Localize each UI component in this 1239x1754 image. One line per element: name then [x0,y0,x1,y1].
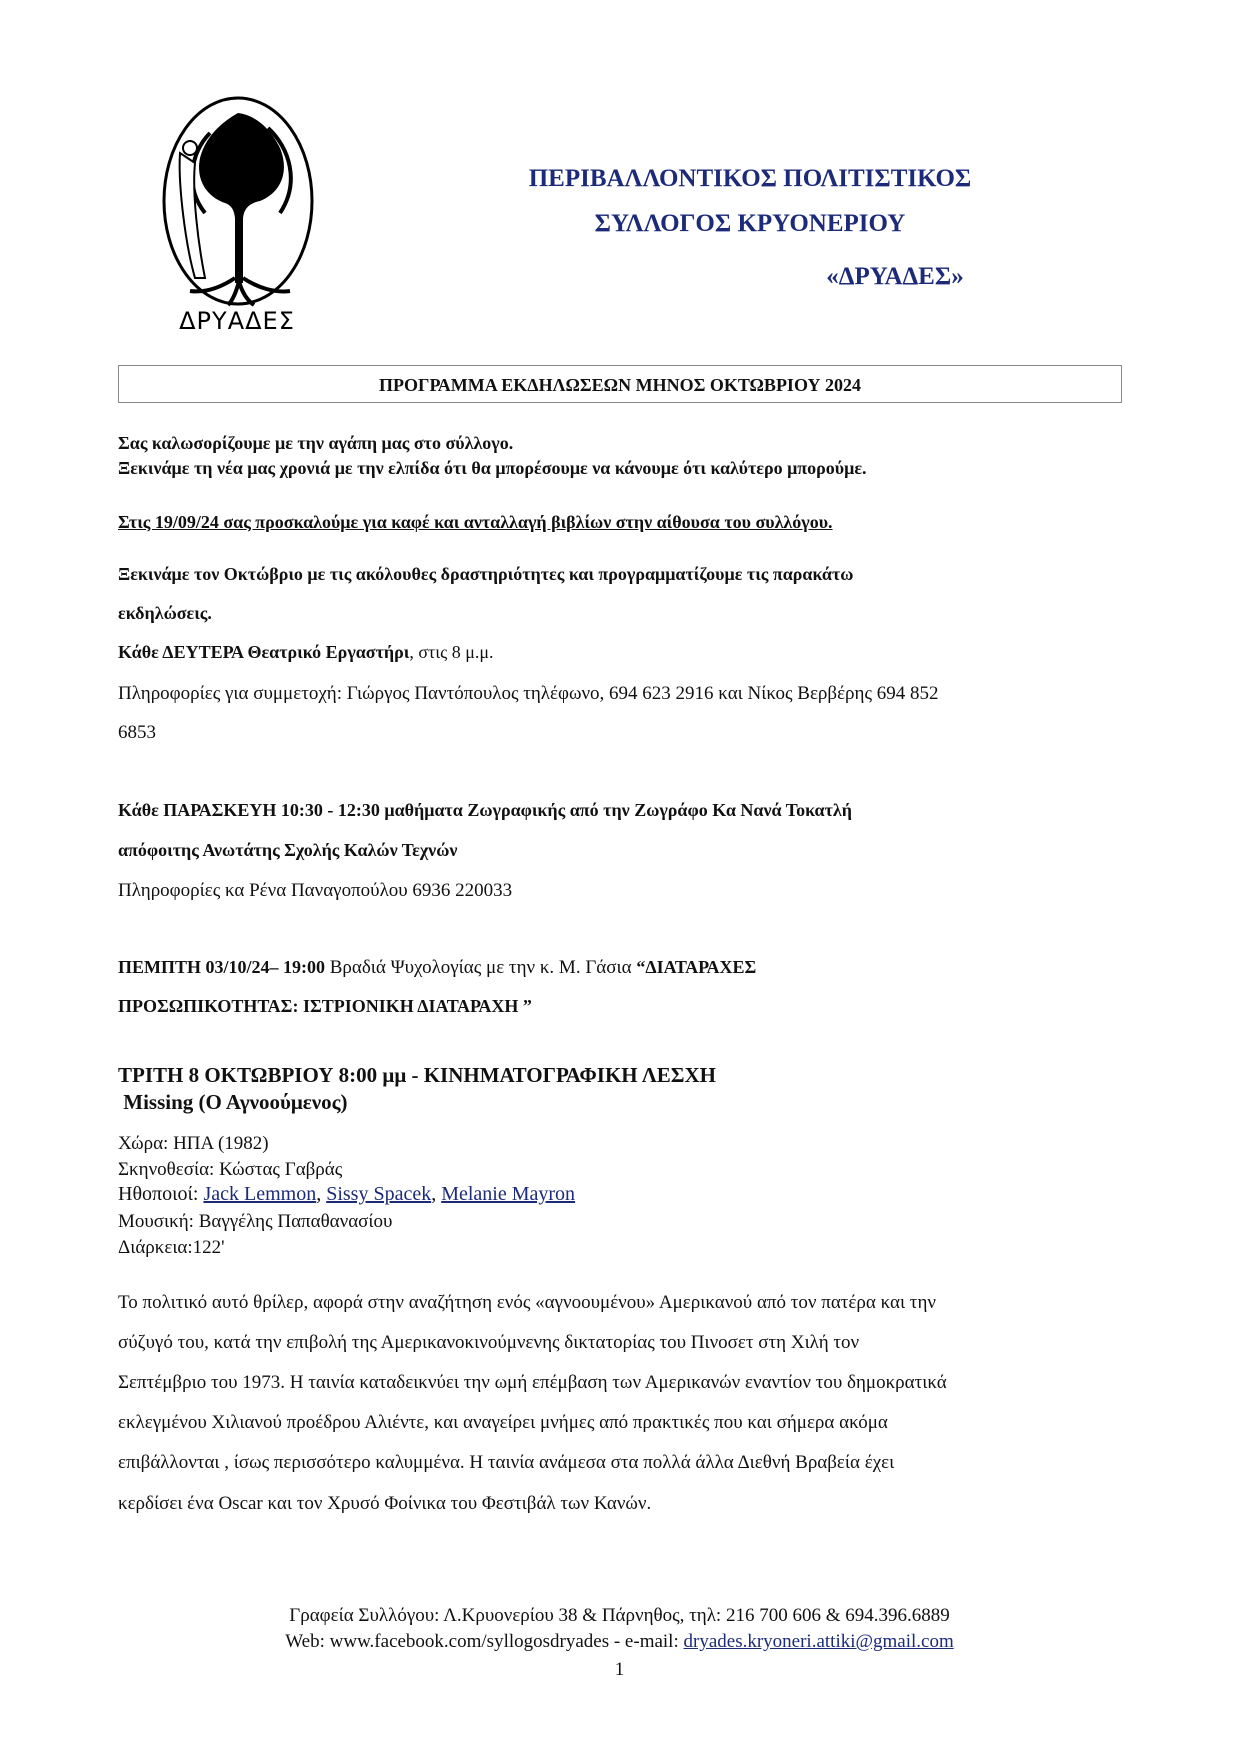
psychology-title-part1: “ΔΙΑΤΑΡΑΧΕΣ [636,957,757,977]
film-country: Χώρα: ΗΠΑ (1982) [118,1133,269,1154]
org-title-line3: «ΔΡΥΑΔΕΣ» [826,263,964,290]
actors-separator: , [431,1183,442,1205]
psychology-date: ΠΕΜΠΤΗ 03/10/24– 19:00 [118,957,325,977]
painting-line1: Κάθε ΠΑΡΑΣΚΕΥΗ 10:30 - 12:30 μαθήματα Ζωγραφικής από την Ζωγράφο Κα Νανά Τοκατλή [118,800,852,820]
footer-web [0,1631,1239,1653]
psychology-title-part2: ΠΡΟΣΩΠΙΚΟΤΗΤΑΣ: ΙΣΤΡΙΟΝΙΚΗ ΔΙΑΤΑΡΑΧΗ ” [118,996,532,1016]
actor-link-melanie-mayron[interactable]: Melanie Mayron [441,1183,576,1205]
painting-line2: απόφοιτης Ανωτάτης Σχολής Καλών Τεχνών [118,840,458,860]
theatre-title: Κάθε ΔΕΥΤΕΡΑ Θεατρικό Εργαστήρι [118,642,410,662]
logo-text: ΔΡΥΑΔΕΣ [179,307,295,335]
actor-link-jack-lemmon[interactable]: Jack Lemmon [203,1183,317,1205]
film-music: Μουσική: Βαγγέλης Παπαθανασίου [118,1211,393,1232]
film-desc-line5: επιβάλλονται , ίσως περισσότερο καλυμμένα. Η ταινία ανάμεσα στα πολλά άλλα Διεθνή Βραβεία έχει [118,1452,895,1473]
theatre-time: , στις 8 μ.μ. [409,642,494,662]
actors-label: Ηθοποιοί: [118,1183,204,1205]
film-title: Missing (Ο Αγνοούμενος) [118,1090,348,1114]
intro-new-year: Ξεκινάμε τη νέα μας χρονιά με την ελπίδα ότι θα μπορέσουμε να κάνουμε ότι καλύτερο μπορούμε. [118,458,867,478]
intro-welcome: Σας καλωσορίζουμε με την αγάπη μας στο σύλλογο. [118,433,514,453]
film-actors [118,1183,575,1206]
film-director: Σκηνοθεσία: Κώστας Γαβράς [118,1159,343,1180]
footer-email-link[interactable]: dryades.kryoneri.attiki@gmail.com [683,1631,954,1652]
page-number: 1 [614,1659,625,1680]
logo [150,93,325,338]
painting-info: Πληροφορίες κα Ρένα Παναγοπούλου 6936 220033 [118,880,513,901]
psychology-line1 [118,957,756,979]
footer-web-text: Web: www.facebook.com/syllogosdryades - e-mail: [285,1631,684,1652]
film-duration: Διάρκεια:122' [118,1237,225,1258]
psychology-desc: Βραδιά Ψυχολογίας με την κ. Μ. Γάσια [325,957,637,978]
film-desc-line2: σύζυγό του, κατά την επιβολή της Αμερικανοκινούμνενης δικτατορίας του Πινοσετ στη Χιλή τον [118,1332,860,1353]
invite-text: Στις 19/09/24 σας προσκαλούμε για καφέ και ανταλλαγή βιβλίων στην αίθουσα του συλλόγου. [118,512,833,532]
actors-separator: , [316,1183,327,1205]
tree-logo-icon [150,93,325,338]
cinema-heading: ΤΡΙΤΗ 8 ΟΚΤΩΒΡΙΟΥ 8:00 μμ - ΚΙΝΗΜΑΤΟΓΡΑΦΙΚΗ ΛΕΣΧΗ [118,1063,716,1087]
film-desc-line6: κερδίσει ένα Oscar και τον Χρυσό Φοίνικα του Φεστιβάλ των Κανών. [118,1493,652,1514]
film-desc-line4: εκλεγμένου Χιλιανού προέδρου Αλιέντε, και αναγείρει μνήμες από πρακτικές που και σήμερα ακόμα [118,1412,888,1433]
theatre-info-line2: 6853 [118,722,156,743]
film-desc-line3: Σεπτέμβριο του 1973. Η ταινία καταδεικνύει την ωμή επέμβαση των Αμερικανών εναντίον του δημοκρατικά [118,1372,947,1393]
actor-link-sissy-spacek[interactable]: Sissy Spacek [326,1183,432,1205]
theatre-info-line1: Πληροφορίες για συμμετοχή: Γιώργος Παντόπουλος τηλέφωνο, 694 623 2916 και Νίκος Βερβέρης 694 852 [118,683,939,704]
footer-address: Γραφεία Συλλόγου: Λ.Κρυονερίου 38 & Πάρνηθος, τηλ: 216 700 606 & 694.396.6889 [289,1605,950,1626]
org-title-line2: ΣΥΛΛΟΓΟΣ ΚΡΥΟΝΕΡΙΟΥ [594,210,906,237]
film-desc-line1: Το πολιτικό αυτό θρίλερ, αφορά στην αναζήτηση ενός «αγνοουμένου» Αμερικανού από τον πατέρα και την [118,1292,936,1313]
october-intro-line1: Ξεκινάμε τον Οκτώβριο με τις ακόλουθες δραστηριότητες και προγραμματίζουμε τις παρακάτω [118,564,854,584]
october-intro-line2: εκδηλώσεις. [118,603,212,623]
org-title-line1: ΠΕΡΙΒΑΛΛΟΝΤΙΚΟΣ ΠΟΛΙΤΙΣΤΙΚΟΣ [528,165,972,192]
theatre-line [118,642,494,663]
program-banner: ΠΡΟΓΡΑΜΜΑ ΕΚΔΗΛΩΣΕΩΝ ΜΗΝΟΣ ΟΚΤΩΒΡΙΟΥ 2024 [118,365,1122,403]
